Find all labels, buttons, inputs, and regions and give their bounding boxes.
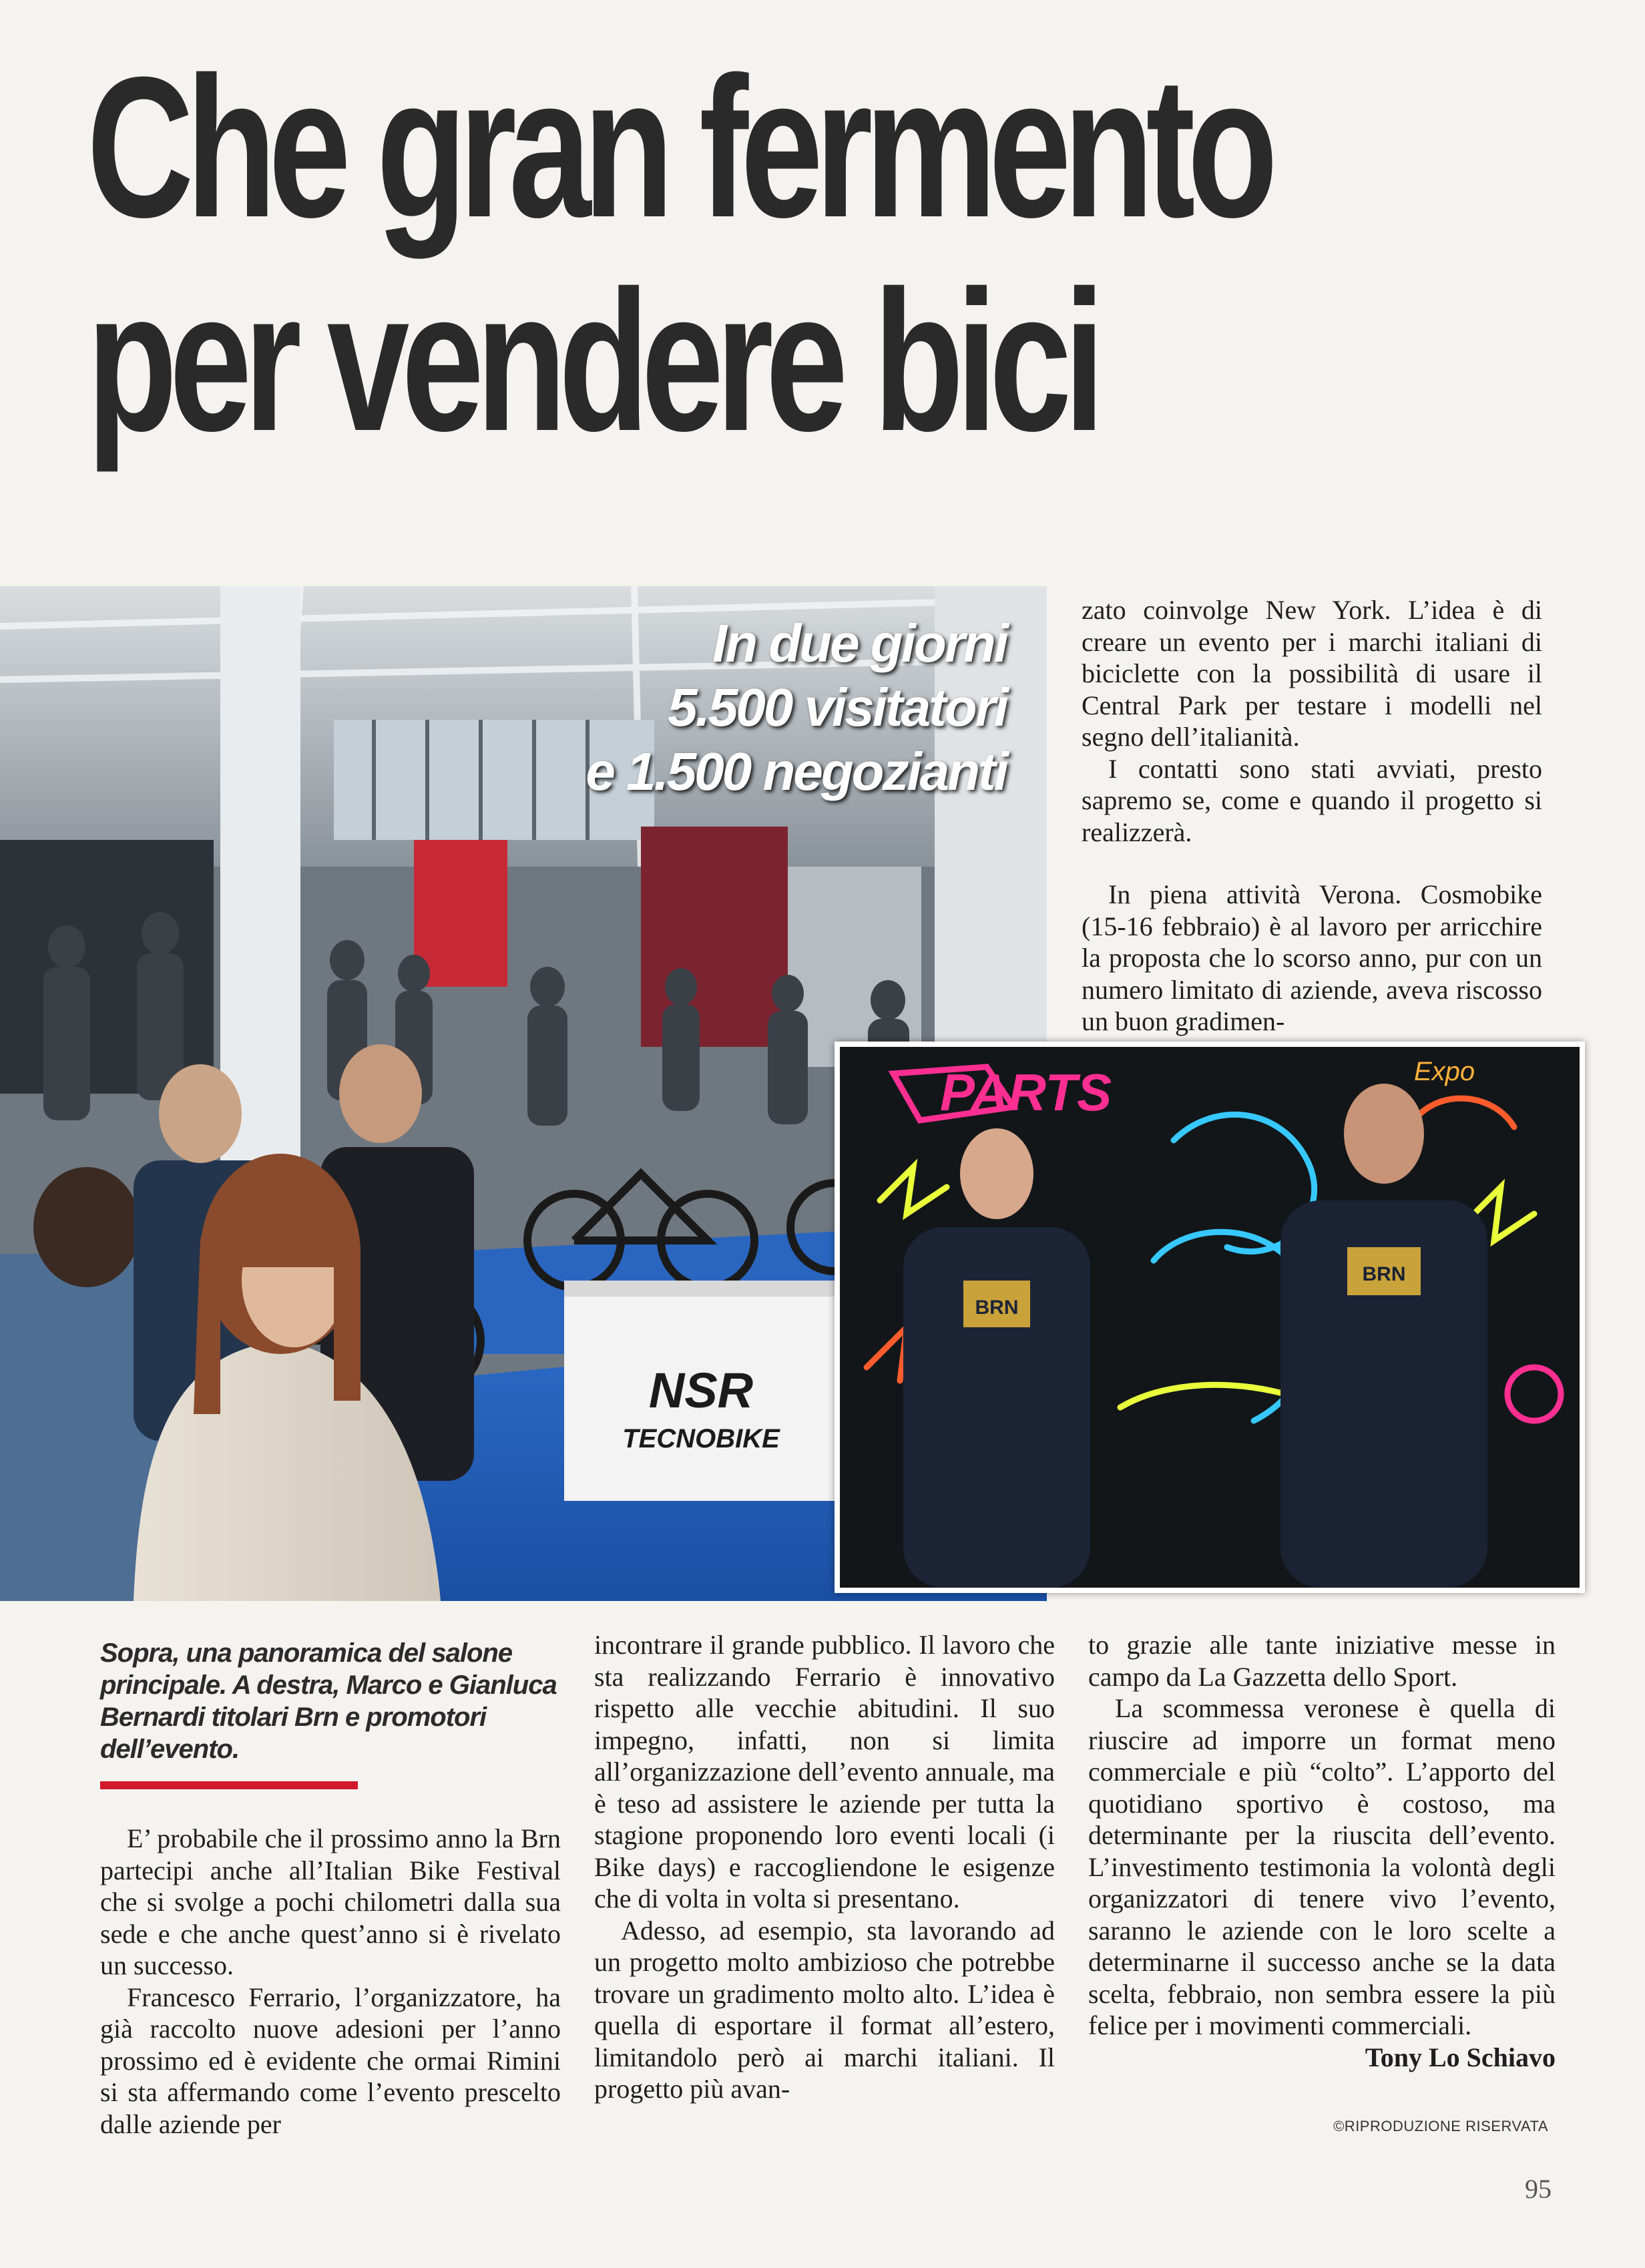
paragraph: Adesso, ad esempio, sta lavorando ad un progetto molto ambizioso che potrebbe trovare un gradimento molto alto. L’idea è quella di esportare il format all’estero, limitandolo però ai marchi italiani. Il progetto più avan- <box>594 1915 1055 2104</box>
overlay-line-2: 5.500 visitatori <box>668 678 1007 737</box>
paragraph: In piena attività Verona. Cosmobike (15-16 febbraio) è al lavoro per arricchire la proposta che lo scorso anno, pur con un numero limitato di aziende, aveva riscosso un buon gradimen- <box>1082 879 1542 1036</box>
inset-photo-bernardi-brothers <box>835 1042 1585 1593</box>
headline-line-1: Che gran fermento <box>87 35 1270 259</box>
paragraph: I contatti sono stati avviati, presto sapremo se, come e quando il progetto si realizzerà. <box>1082 753 1542 847</box>
paragraph: incontrare il grande pubblico. Il lavoro che sta realizzando Ferrario è innovativo rispetto alle vecchie abitudini. Il suo impegno, infatti, non si limita all’organizzazione dell’evento annuale, ma è teso ad assistere le aziende per tutta la stagione proponendo loro eventi locali (i Bike days) e raccogliendone le esigenze che di volta in volta si presentano. <box>594 1630 1055 1913</box>
headline-line-2: per vendere bici <box>87 248 1098 473</box>
paragraph: La scommessa veronese è quella di riuscire ad imporre un format meno commerciale e più “colto”. L’apporto del quotidiano sportivo è costoso, ma determinante per la riuscita dell’evento. L’investimento testimonia la volontà degli organizzatori di tenere vivo l’evento, saranno le aziende con le loro scelte a determinarne il successo anche se la data scelta, febbraio, non sembra essere la più felice per i movimenti commerciali. <box>1088 1693 1556 2040</box>
paragraph: Francesco Ferrario, l’organizzatore, ha già raccolto nuove adesioni per l’anno prossimo ed è evidente che ormai Rimini si sta affermando come l’evento prescelto dalle aziende per <box>100 1982 561 2139</box>
paragraph: zato coinvolge New York. L’idea è di creare un evento per i marchi italiani di biciclette con la possibilità di usare il Central Park per testare i modelli nel segno dell’italianità. <box>1082 595 1542 752</box>
article-column-1 <box>100 1823 561 2140</box>
photo-caption: Sopra, una panoramica del salone principale. A destra, Marco e Gianluca Bernardi titolari Brn e promotori dell’evento. <box>100 1638 557 1764</box>
copyright-notice: ©RIPRODUZIONE RISERVATA <box>1333 2118 1548 2134</box>
overlay-line-3: e 1.500 negozianti <box>585 742 1007 801</box>
page-number: 95 <box>1525 2174 1552 2204</box>
overlay-line-1: In due giorni <box>712 614 1007 673</box>
article-column-3 <box>1088 1629 1556 2073</box>
neon-sign-parts: PARTS <box>940 1063 1112 1122</box>
neon-wall-illustration <box>840 1047 1580 1588</box>
red-divider <box>100 1781 358 1789</box>
headline <box>87 35 1270 473</box>
author-byline: Tony Lo Schiavo <box>1365 2042 1556 2072</box>
counter-brand-tecnobike: TECNOBIKE <box>622 1424 780 1453</box>
article-column-2 <box>594 1629 1055 2105</box>
paragraph: E’ probabile che il prossimo anno la Brn partecipi anche all’Italian Bike Festival che si svolge a pochi chilometri dalla sua sede e che anche quest’anno si è rivelato un successo. <box>100 1823 561 1980</box>
paragraph: to grazie alle tante iniziative messe in campo da La Gazzetta dello Sport. <box>1088 1630 1556 1692</box>
shirt-logo-left: BRN <box>975 1297 1019 1319</box>
neon-sign-expo: Expo <box>1414 1057 1475 1086</box>
shirt-logo-right: BRN <box>1362 1263 1406 1285</box>
counter-brand-nsr: NSR <box>648 1363 754 1418</box>
photo-overlay-headline <box>585 612 1007 804</box>
article-column-top-right <box>1082 594 1542 1038</box>
